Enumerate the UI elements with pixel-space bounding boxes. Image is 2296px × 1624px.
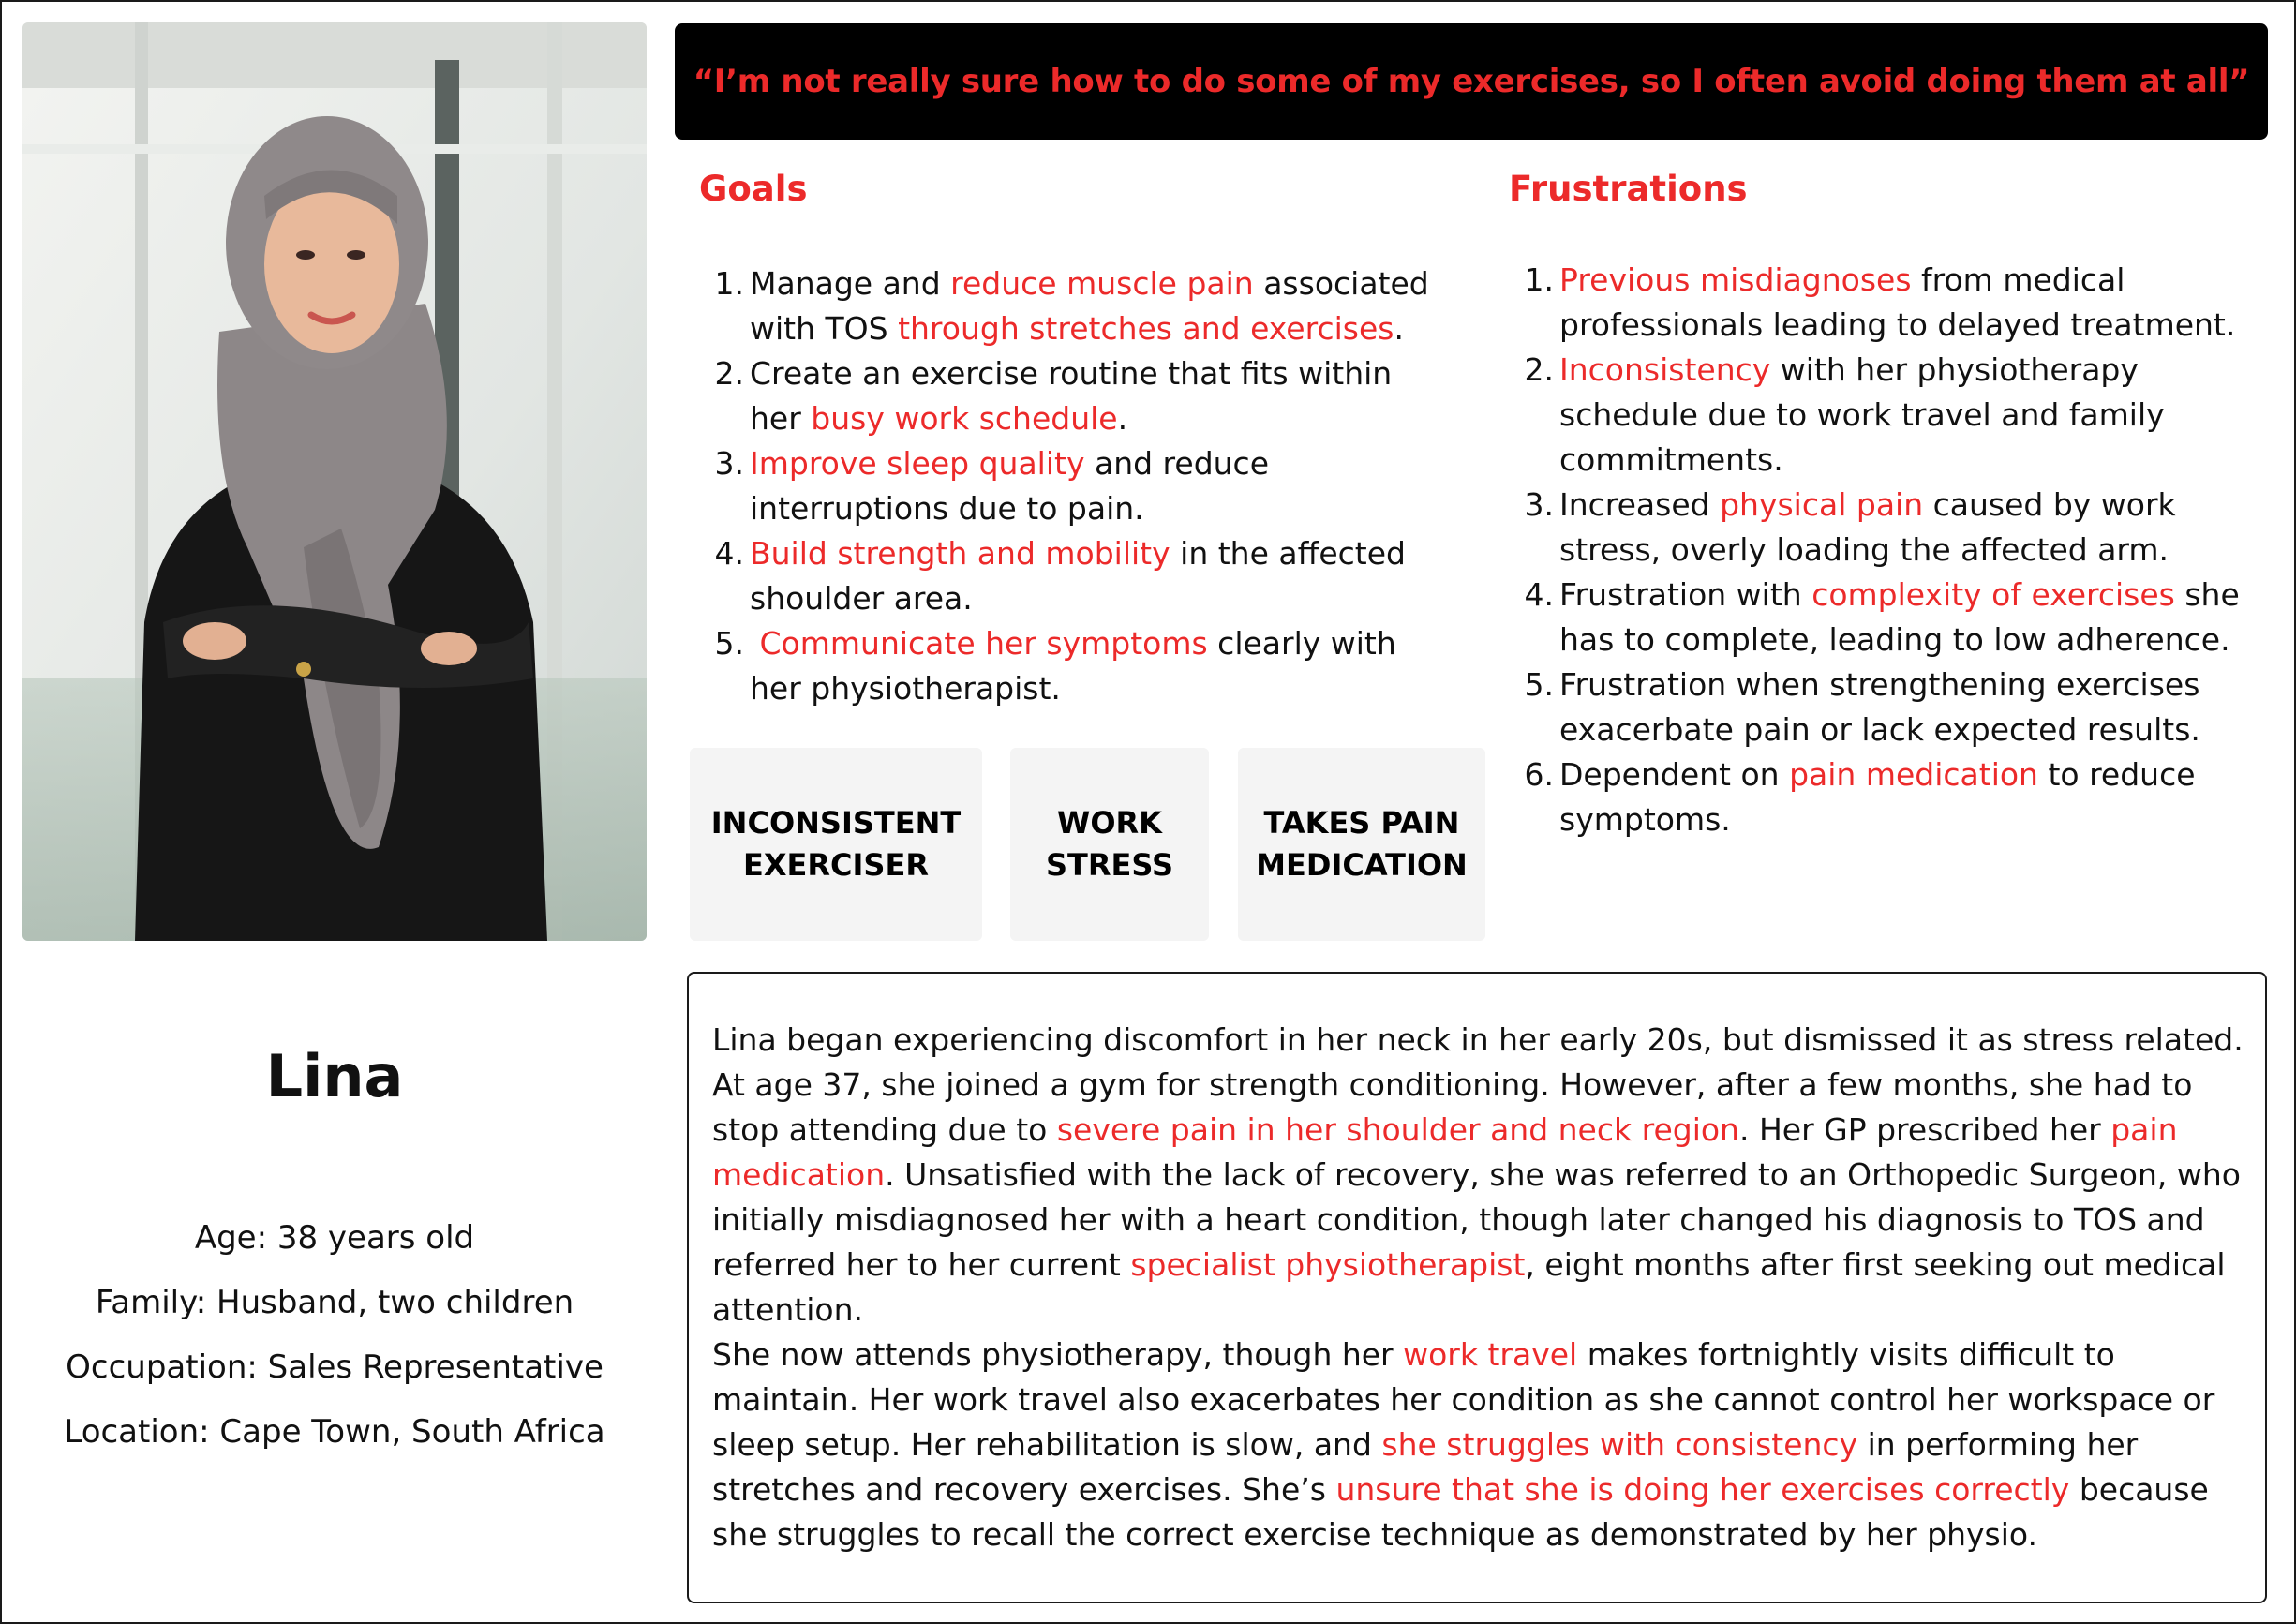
goal-item: 3. Improve sleep quality and reduce interruptions due to pain. xyxy=(714,445,1270,527)
quote-banner xyxy=(675,23,2268,140)
persona-family: Family: Husband, two children xyxy=(95,1284,574,1321)
goals-list xyxy=(699,261,1449,711)
tag-takes-pain-medication: TAKES PAIN MEDICATION xyxy=(1238,748,1485,941)
bio-paragraph: Lina began experiencing discomfort in her neck in her early 20s, but dismissed it as stress related. At age 37, she joined a gym for strength conditioning. However, after a few months, she had to stop attending due to severe pain in her shoulder and neck region. Her GP prescribed her pain medication. Unsatisfied with the lack of recovery, she was referred to an Orthopedic Surgeon, who initially misdiagnosed her with a heart condition, though later changed his diagnosis to TOS and referred her to her current specialist physiotherapist, eight months after first seeking out medical attention. xyxy=(712,1021,2244,1328)
persona-portrait-illustration xyxy=(22,22,647,941)
bio-paragraph: She now attends physiotherapy, though her work travel makes fortnightly visits difficult to maintain. Her work travel also exacerbates her condition as she cannot control her workspace or sleep setup. Her rehabilitation is slow, and she struggles with consistency in performing her stretches and recovery exercises. She’s unsure that she is doing her exercises correctly because she struggles to recall the correct exercise technique as demonstrated by her physio. xyxy=(712,1336,2215,1553)
frustration-item: 3. Increased physical pain caused by work stress, overly loading the affected arm. xyxy=(1524,486,2176,568)
frustration-item: 6. Dependent on pain medication to reduce symptoms. xyxy=(1524,756,2196,838)
frustration-item: 1. Previous misdiagnoses from medical professionals leading to delayed treatment. xyxy=(1524,261,2236,343)
goals-heading: Goals xyxy=(699,169,808,209)
persona-location: Location: Cape Town, South Africa xyxy=(64,1413,605,1451)
frustration-item: 2. Inconsistency with her physiotherapy schedule due to work travel and family commitments. xyxy=(1524,351,2165,478)
persona-occupation: Occupation: Sales Representative xyxy=(66,1348,604,1386)
frustrations-list xyxy=(1509,258,2259,842)
tag-inconsistent-exerciser: INCONSISTENT EXERCISER xyxy=(690,748,982,941)
frustrations-heading: Frustrations xyxy=(1509,169,1748,209)
persona-quote: “I’m not really sure how to do some of my exercises, so I often avoid doing them at all” xyxy=(693,63,2250,100)
persona-name: Lina xyxy=(265,1042,404,1110)
persona-photo xyxy=(22,22,647,941)
goal-item: 5. Communicate her symptoms clearly with her physiotherapist. xyxy=(714,625,1396,707)
goal-item: 4. Build strength and mobility in the affected shoulder area. xyxy=(714,535,1406,617)
frustration-item: 5. Frustration when strengthening exercises exacerbate pain or lack expected results. xyxy=(1524,666,2200,748)
bio-box xyxy=(687,972,2267,1603)
frustration-item: 4. Frustration with complexity of exercises she has to complete, leading to low adherence. xyxy=(1524,576,2240,658)
persona-age: Age: 38 years old xyxy=(194,1219,475,1257)
goal-item: 2. Create an exercise routine that fits within her busy work schedule. xyxy=(714,355,1393,437)
goal-item: 1. Manage and reduce muscle pain associated with TOS through stretches and exercises. xyxy=(714,265,1429,347)
tag-work-stress: WORK STRESS xyxy=(1010,748,1209,941)
